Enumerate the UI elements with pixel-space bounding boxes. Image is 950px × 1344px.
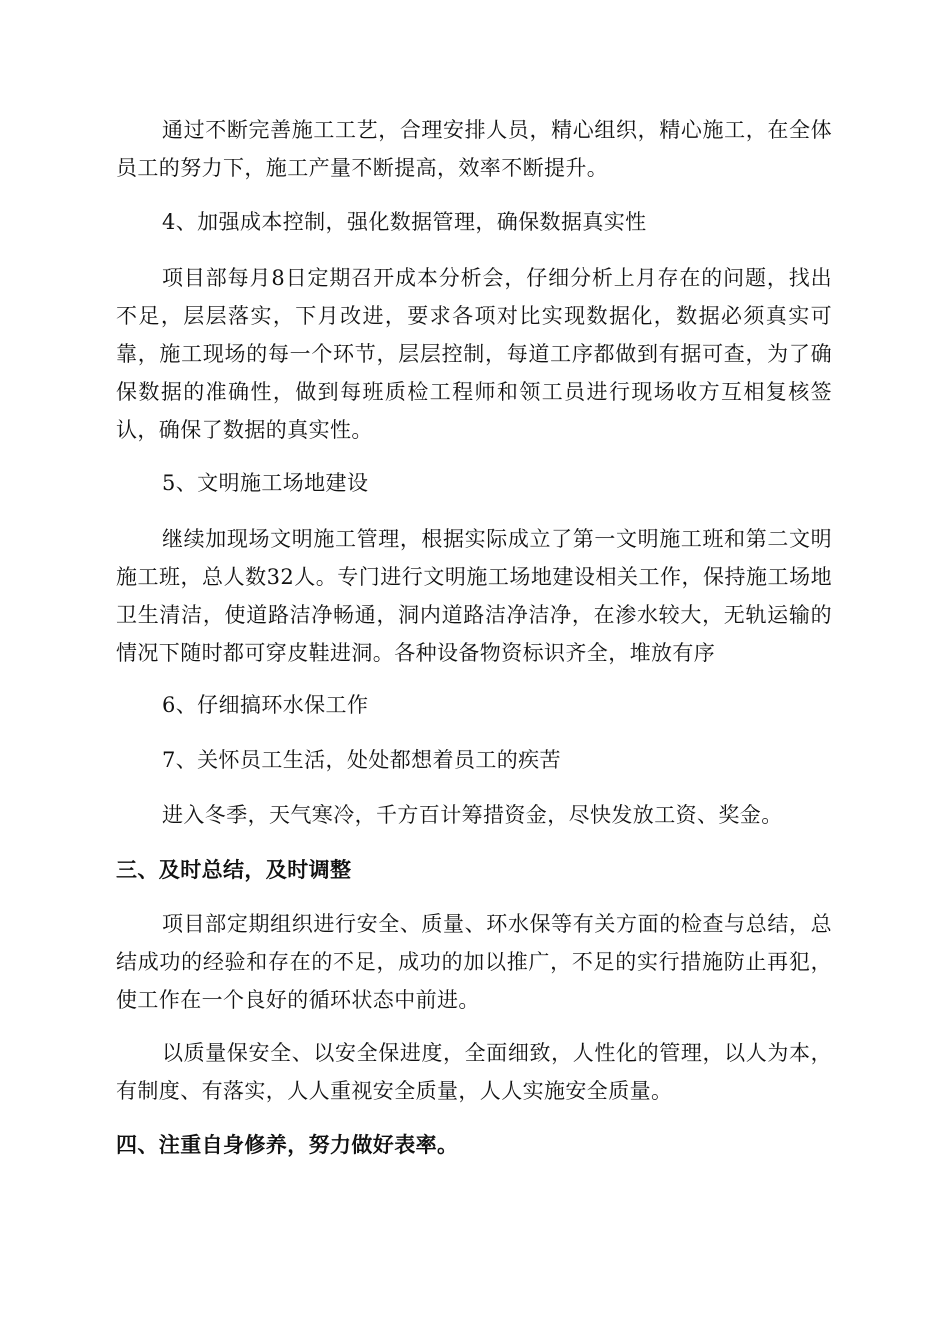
- paragraph-quality-safety: 以质量保安全、以安全保进度，全面细致，人性化的管理，以人为本，有制度、有落实，人人重视安全质量，人人实施安全质量。: [116, 1041, 832, 1103]
- subheading-civilized-site: 5、文明施工场地建设: [162, 471, 369, 495]
- subheading-environment: 6、仔细搞环水保工作: [162, 693, 369, 717]
- subheading-cost-control: 4、加强成本控制，强化数据管理，确保数据真实性: [162, 210, 647, 234]
- subheading-employee-care: 7、关怀员工生活，处处都想着员工的疾苦: [162, 748, 561, 772]
- paragraph-cost-analysis: 项目部每月8日定期召开成本分析会，仔细分析上月存在的问题，找出不足，层层落实，下月改进，要求各项对比实现数据化，数据必须真实可靠，施工现场的每一个环节，层层控制，每道工序都做到有据可查，为了确保数据的准确性，做到每班质检工程师和领工员进行现场收方互相复核签认，确保了数据的真实性。: [116, 266, 832, 442]
- paragraph-inspection-summary: 项目部定期组织进行安全、质量、环水保等有关方面的检查与总结，总结成功的经验和存在的不足，成功的加以推广，不足的实行措施防止再犯，使工作在一个良好的循环状态中前进。: [116, 912, 832, 1012]
- paragraph-construction-output: 通过不断完善施工工艺，合理安排人员，精心组织，精心施工，在全体员工的努力下，施工产量不断提高，效率不断提升。: [116, 118, 832, 180]
- paragraph-winter-wages: 进入冬季，天气寒冷，千方百计筹措资金，尽快发放工资、奖金。: [162, 803, 783, 827]
- section-heading-self-cultivation: 四、注重自身修养，努力做好表率。: [116, 1133, 459, 1157]
- paragraph-civilized-site: 继续加现场文明施工管理，根据实际成立了第一文明施工班和第二文明施工班，总人数32人。专门进行文明施工场地建设相关工作，保持施工场地卫生清洁，使道路洁净畅通，洞内道路洁净洁净，在渗水较大，无轨运输的情况下随时都可穿皮鞋进洞。各种设备物资标识齐全，堆放有序: [116, 527, 832, 665]
- section-heading-summary: 三、及时总结，及时调整: [116, 858, 352, 882]
